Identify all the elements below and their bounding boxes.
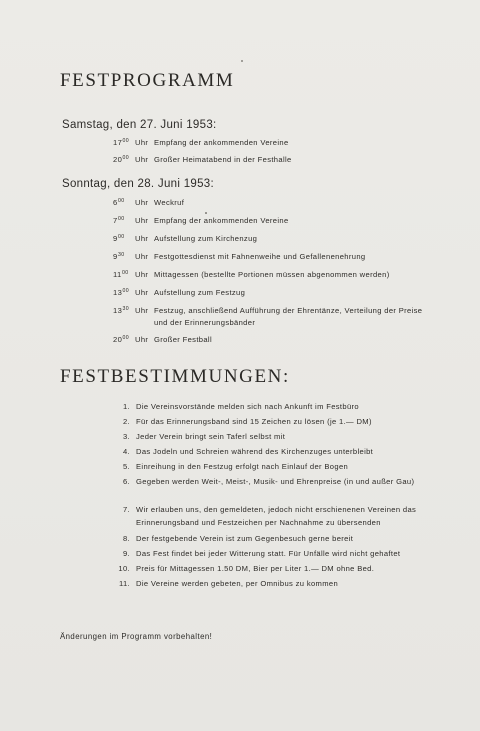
schedule-uhr: Uhr — [135, 155, 149, 164]
paper-speck — [241, 60, 243, 62]
schedule-uhr: Uhr — [135, 288, 149, 297]
rule-number: 11. — [118, 579, 130, 588]
schedule-entry — [113, 197, 433, 209]
schedule-text: Empfang der ankommenden Vereine — [154, 138, 289, 147]
rule-text: Die Vereine werden gebeten, per Omnibus zu kommen — [136, 579, 339, 588]
day-heading-saturday: Samstag, den 27. Juni 1953: — [62, 119, 217, 131]
rule-item — [112, 533, 422, 546]
rule-text: Die Vereinsvorstände melden sich nach Ankunft im Festbüro — [136, 402, 359, 411]
rules-title: FESTBESTIMMUNGEN: — [60, 366, 290, 387]
rule-text: Jeder Verein bringt sein Taferl selbst mit — [136, 432, 286, 441]
schedule-time: $9^{00}$ — [113, 234, 125, 243]
rule-text: Das Jodeln und Schreien während des Kirchenzuges unterbleibt — [136, 447, 374, 456]
schedule-uhr: Uhr — [135, 270, 149, 279]
schedule-entry — [113, 269, 433, 281]
schedule-uhr: Uhr — [135, 306, 149, 315]
rule-item — [112, 476, 422, 489]
schedule-text: Festzug, anschließend Aufführung der Ehrentänze, Verteilung der Preise und der Erinnerungsbänder — [154, 306, 423, 327]
paper-speck — [205, 212, 207, 214]
rule-number: 4. — [122, 447, 130, 456]
schedule-time: $9^{30}$ — [113, 252, 125, 261]
schedule-text: Festgottesdienst mit Fahnenweihe und Gefallenenehrung — [154, 252, 366, 261]
schedule-uhr: Uhr — [135, 216, 149, 225]
schedule-entry — [113, 305, 433, 329]
schedule-entry — [113, 137, 433, 149]
schedule-text: Empfang der ankommenden Vereine — [154, 216, 289, 225]
program-title: FESTPROGRAMM — [60, 70, 235, 91]
rule-number: 3. — [122, 432, 130, 441]
rule-number: 5. — [122, 462, 130, 471]
rule-item — [112, 504, 422, 529]
rule-number: 2. — [122, 417, 130, 426]
rule-text: Preis für Mittagessen 1.50 DM, Bier per Liter 1.— DM ohne Bed. — [136, 564, 375, 573]
rule-item — [112, 431, 422, 444]
schedule-uhr: Uhr — [135, 234, 149, 243]
rule-number: 7. — [122, 505, 130, 514]
schedule-uhr: Uhr — [135, 335, 149, 344]
schedule-entry — [113, 287, 433, 299]
rule-text: Der festgebende Verein ist zum Gegenbesuch gerne bereit — [136, 534, 354, 543]
rule-number: 8. — [122, 534, 130, 543]
schedule-time: $11^{00}$ — [113, 270, 129, 279]
rule-item — [112, 416, 422, 429]
schedule-text: Aufstellung zum Festzug — [154, 288, 246, 297]
schedule-text: Großer Festball — [154, 335, 212, 344]
schedule-time: $13^{30}$ — [113, 306, 130, 315]
schedule-uhr: Uhr — [135, 138, 149, 147]
schedule-entry — [113, 334, 433, 346]
rule-number: 6. — [122, 477, 130, 486]
rule-text: Einreihung in den Festzug erfolgt nach Einlauf der Bogen — [136, 462, 349, 471]
schedule-time: $17^{00}$ — [113, 138, 130, 147]
schedule-time: $20^{00}$ — [113, 335, 130, 344]
rule-item — [112, 401, 422, 414]
schedule-text: Weckruf — [154, 198, 185, 207]
rule-number: 10. — [118, 564, 130, 573]
rule-number: 9. — [122, 549, 130, 558]
schedule-time: $20^{00}$ — [113, 155, 130, 164]
schedule-text: Aufstellung zum Kirchenzug — [154, 234, 258, 243]
schedule-uhr: Uhr — [135, 252, 149, 261]
day-heading-sunday: Sonntag, den 28. Juni 1953: — [62, 178, 214, 190]
footer-note: Änderungen im Programm vorbehalten! — [60, 632, 213, 641]
schedule-entry — [113, 233, 433, 245]
schedule-text: Mittagessen (bestellte Portionen müssen abgenommen werden) — [154, 270, 390, 279]
schedule-time: $13^{00}$ — [113, 288, 130, 297]
schedule-time: $7^{00}$ — [113, 216, 125, 225]
rule-text: Das Fest findet bei jeder Witterung statt. Für Unfälle wird nicht gehaftet — [136, 549, 401, 558]
rule-item — [112, 461, 422, 474]
schedule-entry — [113, 215, 433, 227]
rule-item — [112, 548, 422, 561]
rule-item — [112, 578, 422, 591]
rule-number: 1. — [122, 402, 130, 411]
rule-text: Wir erlauben uns, den gemeldeten, jedoch nicht erschienenen Vereinen das Erinnerungsband und Festzeichen per Nachnahme zu übersenden — [136, 505, 417, 527]
rule-item — [112, 446, 422, 459]
schedule-text: Großer Heimatabend in der Festhalle — [154, 155, 292, 164]
rule-text: Gegeben werden Weit-, Meist-, Musik- und Ehrenpreise (in und außer Gau) — [136, 477, 415, 486]
rule-item — [112, 563, 422, 576]
schedule-time: $6^{00}$ — [113, 198, 125, 207]
schedule-uhr: Uhr — [135, 198, 149, 207]
schedule-entry — [113, 154, 433, 166]
schedule-entry — [113, 251, 433, 263]
rule-text: Für das Erinnerungsband sind 15 Zeichen zu lösen (je 1.— DM) — [136, 417, 372, 426]
